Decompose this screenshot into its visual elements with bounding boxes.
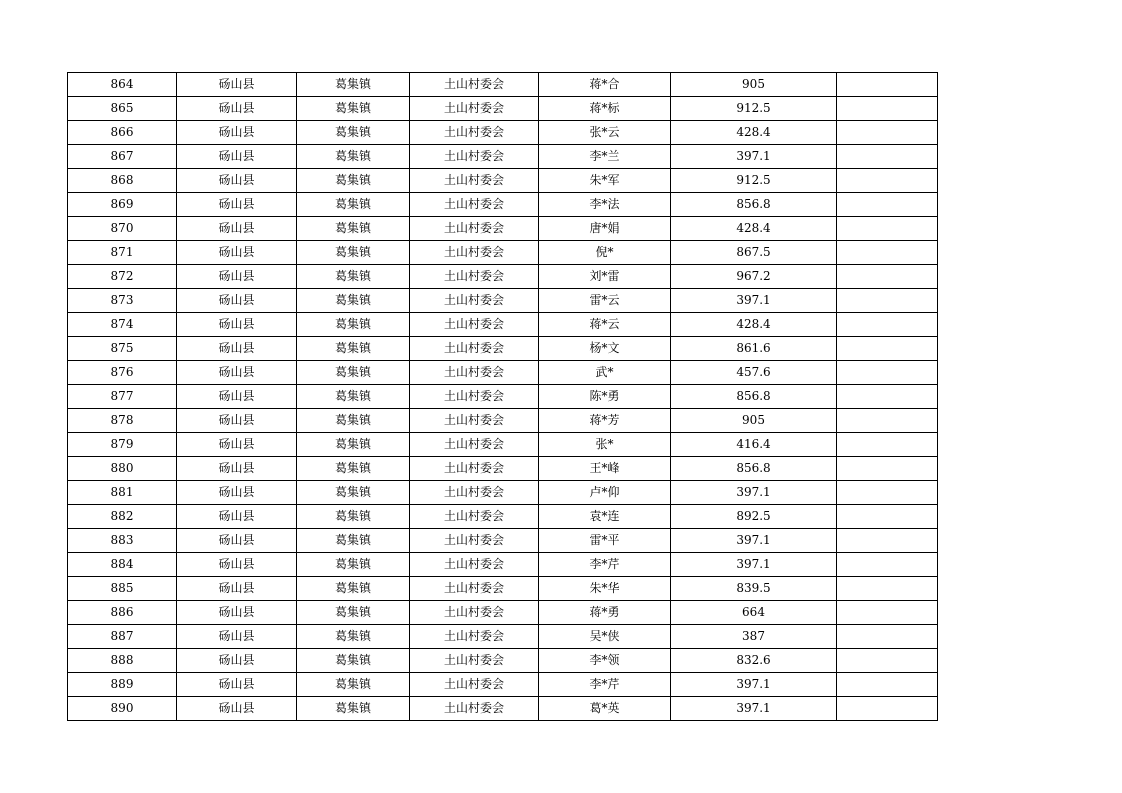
table-body [68, 73, 938, 721]
serial-number-cell: 871 [68, 241, 177, 265]
person-name-cell: 葛*英 [539, 697, 671, 721]
county-cell: 砀山县 [177, 73, 297, 97]
village-committee-cell: 土山村委会 [410, 481, 539, 505]
amount-cell: 428.4 [671, 313, 837, 337]
serial-number-cell: 865 [68, 97, 177, 121]
amount-cell: 905 [671, 409, 837, 433]
remark-cell [837, 553, 938, 577]
table-row [68, 433, 938, 457]
person-name-cell: 袁*连 [539, 505, 671, 529]
remark-cell [837, 313, 938, 337]
remark-cell [837, 289, 938, 313]
amount-cell: 457.6 [671, 361, 837, 385]
person-name-cell: 张*云 [539, 121, 671, 145]
table-row [68, 385, 938, 409]
county-cell: 砀山县 [177, 361, 297, 385]
county-cell: 砀山县 [177, 193, 297, 217]
table-row [68, 361, 938, 385]
remark-cell [837, 385, 938, 409]
serial-number-cell: 890 [68, 697, 177, 721]
county-cell: 砀山县 [177, 529, 297, 553]
remark-cell [837, 649, 938, 673]
table-row [68, 505, 938, 529]
amount-cell: 397.1 [671, 289, 837, 313]
remark-cell [837, 217, 938, 241]
town-cell: 葛集镇 [297, 697, 410, 721]
person-name-cell: 蒋*芳 [539, 409, 671, 433]
village-committee-cell: 土山村委会 [410, 505, 539, 529]
town-cell: 葛集镇 [297, 673, 410, 697]
county-cell: 砀山县 [177, 337, 297, 361]
person-name-cell: 陈*勇 [539, 385, 671, 409]
table-row [68, 289, 938, 313]
amount-cell: 861.6 [671, 337, 837, 361]
county-cell: 砀山县 [177, 577, 297, 601]
remark-cell [837, 697, 938, 721]
village-committee-cell: 土山村委会 [410, 361, 539, 385]
county-cell: 砀山县 [177, 601, 297, 625]
remark-cell [837, 457, 938, 481]
serial-number-cell: 886 [68, 601, 177, 625]
serial-number-cell: 878 [68, 409, 177, 433]
serial-number-cell: 870 [68, 217, 177, 241]
town-cell: 葛集镇 [297, 97, 410, 121]
table-row [68, 601, 938, 625]
county-cell: 砀山县 [177, 697, 297, 721]
serial-number-cell: 867 [68, 145, 177, 169]
serial-number-cell: 864 [68, 73, 177, 97]
remark-cell [837, 121, 938, 145]
town-cell: 葛集镇 [297, 73, 410, 97]
serial-number-cell: 875 [68, 337, 177, 361]
table-row [68, 241, 938, 265]
serial-number-cell: 877 [68, 385, 177, 409]
table-row [68, 409, 938, 433]
person-name-cell: 杨*文 [539, 337, 671, 361]
remark-cell [837, 577, 938, 601]
person-name-cell: 倪* [539, 241, 671, 265]
serial-number-cell: 868 [68, 169, 177, 193]
county-cell: 砀山县 [177, 409, 297, 433]
data-table [67, 72, 938, 721]
village-committee-cell: 土山村委会 [410, 409, 539, 433]
person-name-cell: 张* [539, 433, 671, 457]
town-cell: 葛集镇 [297, 433, 410, 457]
county-cell: 砀山县 [177, 169, 297, 193]
serial-number-cell: 885 [68, 577, 177, 601]
table-row [68, 313, 938, 337]
county-cell: 砀山县 [177, 649, 297, 673]
village-committee-cell: 土山村委会 [410, 673, 539, 697]
amount-cell: 856.8 [671, 385, 837, 409]
county-cell: 砀山县 [177, 673, 297, 697]
serial-number-cell: 887 [68, 625, 177, 649]
remark-cell [837, 361, 938, 385]
amount-cell: 832.6 [671, 649, 837, 673]
town-cell: 葛集镇 [297, 265, 410, 289]
county-cell: 砀山县 [177, 505, 297, 529]
table-row [68, 529, 938, 553]
amount-cell: 428.4 [671, 121, 837, 145]
amount-cell: 892.5 [671, 505, 837, 529]
person-name-cell: 朱*华 [539, 577, 671, 601]
amount-cell: 397.1 [671, 145, 837, 169]
village-committee-cell: 土山村委会 [410, 73, 539, 97]
town-cell: 葛集镇 [297, 577, 410, 601]
remark-cell [837, 481, 938, 505]
person-name-cell: 李*兰 [539, 145, 671, 169]
amount-cell: 397.1 [671, 553, 837, 577]
serial-number-cell: 874 [68, 313, 177, 337]
serial-number-cell: 883 [68, 529, 177, 553]
table-row [68, 577, 938, 601]
county-cell: 砀山县 [177, 433, 297, 457]
village-committee-cell: 土山村委会 [410, 313, 539, 337]
village-committee-cell: 土山村委会 [410, 289, 539, 313]
table-row [68, 337, 938, 361]
county-cell: 砀山县 [177, 457, 297, 481]
village-committee-cell: 土山村委会 [410, 193, 539, 217]
town-cell: 葛集镇 [297, 553, 410, 577]
remark-cell [837, 529, 938, 553]
amount-cell: 387 [671, 625, 837, 649]
town-cell: 葛集镇 [297, 481, 410, 505]
table-row [68, 217, 938, 241]
village-committee-cell: 土山村委会 [410, 601, 539, 625]
village-committee-cell: 土山村委会 [410, 337, 539, 361]
village-committee-cell: 土山村委会 [410, 265, 539, 289]
amount-cell: 912.5 [671, 169, 837, 193]
town-cell: 葛集镇 [297, 625, 410, 649]
serial-number-cell: 869 [68, 193, 177, 217]
amount-cell: 397.1 [671, 529, 837, 553]
table-row [68, 145, 938, 169]
serial-number-cell: 889 [68, 673, 177, 697]
town-cell: 葛集镇 [297, 601, 410, 625]
remark-cell [837, 673, 938, 697]
village-committee-cell: 土山村委会 [410, 217, 539, 241]
serial-number-cell: 873 [68, 289, 177, 313]
town-cell: 葛集镇 [297, 121, 410, 145]
town-cell: 葛集镇 [297, 361, 410, 385]
person-name-cell: 王*峰 [539, 457, 671, 481]
county-cell: 砀山县 [177, 385, 297, 409]
table-row [68, 73, 938, 97]
table-row [68, 97, 938, 121]
village-committee-cell: 土山村委会 [410, 553, 539, 577]
county-cell: 砀山县 [177, 241, 297, 265]
serial-number-cell: 882 [68, 505, 177, 529]
remark-cell [837, 73, 938, 97]
table-row [68, 697, 938, 721]
village-committee-cell: 土山村委会 [410, 97, 539, 121]
village-committee-cell: 土山村委会 [410, 529, 539, 553]
county-cell: 砀山县 [177, 97, 297, 121]
remark-cell [837, 193, 938, 217]
person-name-cell: 李*芹 [539, 553, 671, 577]
serial-number-cell: 884 [68, 553, 177, 577]
remark-cell [837, 337, 938, 361]
village-committee-cell: 土山村委会 [410, 457, 539, 481]
amount-cell: 416.4 [671, 433, 837, 457]
village-committee-cell: 土山村委会 [410, 385, 539, 409]
village-committee-cell: 土山村委会 [410, 121, 539, 145]
remark-cell [837, 433, 938, 457]
person-name-cell: 李*法 [539, 193, 671, 217]
amount-cell: 839.5 [671, 577, 837, 601]
table-row [68, 673, 938, 697]
village-committee-cell: 土山村委会 [410, 241, 539, 265]
serial-number-cell: 879 [68, 433, 177, 457]
table-row [68, 553, 938, 577]
table-row [68, 649, 938, 673]
remark-cell [837, 145, 938, 169]
remark-cell [837, 97, 938, 121]
person-name-cell: 蒋*合 [539, 73, 671, 97]
table-row [68, 481, 938, 505]
county-cell: 砀山县 [177, 145, 297, 169]
village-committee-cell: 土山村委会 [410, 625, 539, 649]
table-row [68, 121, 938, 145]
town-cell: 葛集镇 [297, 313, 410, 337]
amount-cell: 905 [671, 73, 837, 97]
amount-cell: 397.1 [671, 673, 837, 697]
person-name-cell: 李*领 [539, 649, 671, 673]
amount-cell: 664 [671, 601, 837, 625]
person-name-cell: 蒋*标 [539, 97, 671, 121]
village-committee-cell: 土山村委会 [410, 697, 539, 721]
person-name-cell: 蒋*云 [539, 313, 671, 337]
county-cell: 砀山县 [177, 265, 297, 289]
remark-cell [837, 409, 938, 433]
county-cell: 砀山县 [177, 553, 297, 577]
town-cell: 葛集镇 [297, 385, 410, 409]
remark-cell [837, 601, 938, 625]
table-row [68, 457, 938, 481]
amount-cell: 867.5 [671, 241, 837, 265]
town-cell: 葛集镇 [297, 505, 410, 529]
town-cell: 葛集镇 [297, 193, 410, 217]
person-name-cell: 蒋*勇 [539, 601, 671, 625]
town-cell: 葛集镇 [297, 145, 410, 169]
county-cell: 砀山县 [177, 121, 297, 145]
serial-number-cell: 872 [68, 265, 177, 289]
village-committee-cell: 土山村委会 [410, 169, 539, 193]
remark-cell [837, 241, 938, 265]
amount-cell: 428.4 [671, 217, 837, 241]
amount-cell: 856.8 [671, 457, 837, 481]
person-name-cell: 雷*云 [539, 289, 671, 313]
person-name-cell: 雷*平 [539, 529, 671, 553]
county-cell: 砀山县 [177, 625, 297, 649]
town-cell: 葛集镇 [297, 169, 410, 193]
county-cell: 砀山县 [177, 313, 297, 337]
person-name-cell: 李*芹 [539, 673, 671, 697]
serial-number-cell: 888 [68, 649, 177, 673]
amount-cell: 967.2 [671, 265, 837, 289]
town-cell: 葛集镇 [297, 217, 410, 241]
county-cell: 砀山县 [177, 289, 297, 313]
amount-cell: 912.5 [671, 97, 837, 121]
serial-number-cell: 866 [68, 121, 177, 145]
table-row [68, 265, 938, 289]
person-name-cell: 刘*雷 [539, 265, 671, 289]
table-row [68, 193, 938, 217]
town-cell: 葛集镇 [297, 241, 410, 265]
person-name-cell: 卢*仰 [539, 481, 671, 505]
amount-cell: 856.8 [671, 193, 837, 217]
table-row [68, 169, 938, 193]
town-cell: 葛集镇 [297, 529, 410, 553]
person-name-cell: 武* [539, 361, 671, 385]
remark-cell [837, 169, 938, 193]
amount-cell: 397.1 [671, 481, 837, 505]
town-cell: 葛集镇 [297, 337, 410, 361]
town-cell: 葛集镇 [297, 289, 410, 313]
serial-number-cell: 880 [68, 457, 177, 481]
remark-cell [837, 625, 938, 649]
town-cell: 葛集镇 [297, 409, 410, 433]
person-name-cell: 朱*军 [539, 169, 671, 193]
serial-number-cell: 881 [68, 481, 177, 505]
village-committee-cell: 土山村委会 [410, 145, 539, 169]
remark-cell [837, 265, 938, 289]
person-name-cell: 吴*侠 [539, 625, 671, 649]
amount-cell: 397.1 [671, 697, 837, 721]
town-cell: 葛集镇 [297, 457, 410, 481]
county-cell: 砀山县 [177, 217, 297, 241]
county-cell: 砀山县 [177, 481, 297, 505]
remark-cell [837, 505, 938, 529]
table-row [68, 625, 938, 649]
village-committee-cell: 土山村委会 [410, 433, 539, 457]
serial-number-cell: 876 [68, 361, 177, 385]
person-name-cell: 唐*娟 [539, 217, 671, 241]
village-committee-cell: 土山村委会 [410, 649, 539, 673]
town-cell: 葛集镇 [297, 649, 410, 673]
village-committee-cell: 土山村委会 [410, 577, 539, 601]
